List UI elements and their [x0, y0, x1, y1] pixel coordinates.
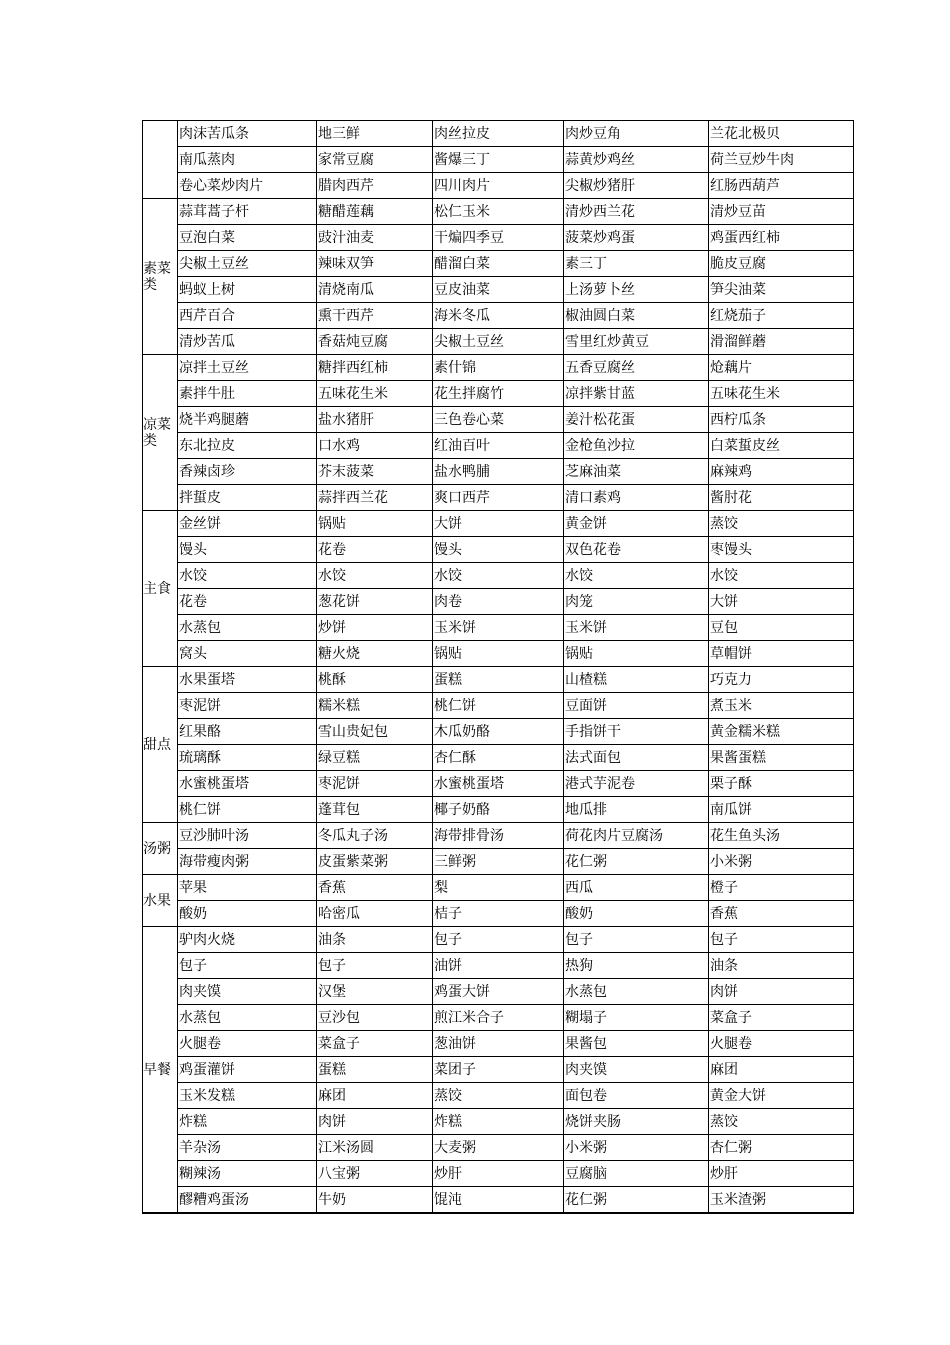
- dish-cell: 油条: [709, 953, 854, 979]
- table-row: [143, 823, 854, 849]
- table-row: [143, 147, 854, 173]
- menu-table-body: [143, 121, 854, 1214]
- dish-cell: 肉卷: [433, 589, 564, 615]
- dish-cell: 蒜茸蒿子杆: [178, 199, 317, 225]
- dish-cell: 酱肘花: [709, 485, 854, 511]
- table-row: [143, 979, 854, 1005]
- dish-cell: 素拌牛肚: [178, 381, 317, 407]
- dish-cell: 肉夹馍: [564, 1057, 709, 1083]
- dish-cell: 烧半鸡腿蘑: [178, 407, 317, 433]
- dish-cell: 水蜜桃蛋塔: [433, 771, 564, 797]
- dish-cell: 煎江米合子: [433, 1005, 564, 1031]
- dish-cell: 豆沙肺叶汤: [178, 823, 317, 849]
- dish-cell: 熏干西芹: [317, 303, 433, 329]
- dish-cell: 豆包: [709, 615, 854, 641]
- dish-cell: 琉璃酥: [178, 745, 317, 771]
- dish-cell: 水饺: [317, 563, 433, 589]
- table-row: [143, 1109, 854, 1135]
- dish-cell: 糊辣汤: [178, 1161, 317, 1187]
- dish-cell: 四川肉片: [433, 173, 564, 199]
- dish-cell: 姜汁松花蛋: [564, 407, 709, 433]
- dish-cell: 蚂蚁上树: [178, 277, 317, 303]
- dish-cell: 水饺: [433, 563, 564, 589]
- dish-cell: 馄沌: [433, 1187, 564, 1214]
- dish-cell: 面包卷: [564, 1083, 709, 1109]
- dish-cell: 拌蜇皮: [178, 485, 317, 511]
- dish-cell: 香菇炖豆腐: [317, 329, 433, 355]
- dish-cell: 江米汤圆: [317, 1135, 433, 1161]
- dish-cell: 香蕉: [709, 901, 854, 927]
- dish-cell: 杏仁粥: [709, 1135, 854, 1161]
- dish-cell: 桃仁饼: [178, 797, 317, 823]
- dish-cell: 炸糕: [178, 1109, 317, 1135]
- category-label: 凉菜类: [143, 355, 178, 511]
- dish-cell: 花生拌腐竹: [433, 381, 564, 407]
- dish-cell: 蛋糕: [433, 667, 564, 693]
- dish-cell: 豆面饼: [564, 693, 709, 719]
- dish-cell: 玉米饼: [433, 615, 564, 641]
- dish-cell: 红肠西葫芦: [709, 173, 854, 199]
- dish-cell: 水果蛋塔: [178, 667, 317, 693]
- table-row: [143, 563, 854, 589]
- dish-cell: 冬瓜丸子汤: [317, 823, 433, 849]
- dish-cell: 糯米糕: [317, 693, 433, 719]
- category-label: 早餐: [143, 927, 178, 1214]
- dish-cell: 炝藕片: [709, 355, 854, 381]
- dish-cell: 果酱包: [564, 1031, 709, 1057]
- dish-cell: 五味花生米: [709, 381, 854, 407]
- dish-cell: 西芹百合: [178, 303, 317, 329]
- dish-cell: 哈密瓜: [317, 901, 433, 927]
- dish-cell: 火腿卷: [178, 1031, 317, 1057]
- dish-cell: 皮蛋紫菜粥: [317, 849, 433, 875]
- table-row: [143, 1187, 854, 1214]
- dish-cell: 腊肉西芹: [317, 173, 433, 199]
- dish-cell: 包子: [564, 927, 709, 953]
- table-row: [143, 381, 854, 407]
- dish-cell: 酸奶: [178, 901, 317, 927]
- dish-cell: 木瓜奶酪: [433, 719, 564, 745]
- dish-cell: 炒饼: [317, 615, 433, 641]
- dish-cell: 海带排骨汤: [433, 823, 564, 849]
- dish-cell: 三色卷心菜: [433, 407, 564, 433]
- dish-cell: 香蕉: [317, 875, 433, 901]
- dish-cell: 五味花生米: [317, 381, 433, 407]
- table-row: [143, 225, 854, 251]
- table-row: [143, 693, 854, 719]
- menu-table: [142, 120, 854, 1214]
- table-row: [143, 927, 854, 953]
- dish-cell: 兰花北极贝: [709, 121, 854, 147]
- dish-cell: 西瓜: [564, 875, 709, 901]
- dish-cell: 蒜拌西兰花: [317, 485, 433, 511]
- dish-cell: 地三鲜: [317, 121, 433, 147]
- dish-cell: 肉饼: [317, 1109, 433, 1135]
- dish-cell: 酸奶: [564, 901, 709, 927]
- dish-cell: 清炒西兰花: [564, 199, 709, 225]
- dish-cell: 糖火烧: [317, 641, 433, 667]
- dish-cell: 地瓜排: [564, 797, 709, 823]
- dish-cell: 花卷: [317, 537, 433, 563]
- table-row: [143, 849, 854, 875]
- dish-cell: 椰子奶酪: [433, 797, 564, 823]
- dish-cell: 栗子酥: [709, 771, 854, 797]
- category-label: [143, 121, 178, 199]
- category-label: 水果: [143, 875, 178, 927]
- dish-cell: 羊杂汤: [178, 1135, 317, 1161]
- dish-cell: 豉汁油麦: [317, 225, 433, 251]
- dish-cell: 蒜黄炒鸡丝: [564, 147, 709, 173]
- table-row: [143, 355, 854, 381]
- dish-cell: 肉夹馍: [178, 979, 317, 1005]
- dish-cell: 上汤萝卜丝: [564, 277, 709, 303]
- dish-cell: 小米粥: [564, 1135, 709, 1161]
- dish-cell: 尖椒土豆丝: [178, 251, 317, 277]
- dish-cell: 豆腐脑: [564, 1161, 709, 1187]
- category-label: 主食: [143, 511, 178, 667]
- dish-cell: 玉米饼: [564, 615, 709, 641]
- dish-cell: 酱爆三丁: [433, 147, 564, 173]
- dish-cell: 花仁粥: [564, 1187, 709, 1214]
- table-row: [143, 303, 854, 329]
- table-row: [143, 1161, 854, 1187]
- dish-cell: 水蒸包: [178, 615, 317, 641]
- dish-cell: 盐水鸭脯: [433, 459, 564, 485]
- dish-cell: 包子: [433, 927, 564, 953]
- dish-cell: 荷花肉片豆腐汤: [564, 823, 709, 849]
- dish-cell: 炸糕: [433, 1109, 564, 1135]
- dish-cell: 五香豆腐丝: [564, 355, 709, 381]
- dish-cell: 肉沫苦瓜条: [178, 121, 317, 147]
- table-row: [143, 407, 854, 433]
- dish-cell: 热狗: [564, 953, 709, 979]
- dish-cell: 葱油饼: [433, 1031, 564, 1057]
- dish-cell: 山楂糕: [564, 667, 709, 693]
- dish-cell: 枣泥饼: [317, 771, 433, 797]
- dish-cell: 蒸饺: [709, 511, 854, 537]
- dish-cell: 手指饼干: [564, 719, 709, 745]
- dish-cell: 炒肝: [433, 1161, 564, 1187]
- dish-cell: 馒头: [178, 537, 317, 563]
- dish-cell: 包子: [178, 953, 317, 979]
- dish-cell: 巧克力: [709, 667, 854, 693]
- dish-cell: 油饼: [433, 953, 564, 979]
- dish-cell: 盐水猪肝: [317, 407, 433, 433]
- dish-cell: 椒油圆白菜: [564, 303, 709, 329]
- dish-cell: 海米冬瓜: [433, 303, 564, 329]
- dish-cell: 肉丝拉皮: [433, 121, 564, 147]
- dish-cell: 玉米渣粥: [709, 1187, 854, 1214]
- dish-cell: 小米粥: [709, 849, 854, 875]
- dish-cell: 烧饼夹肠: [564, 1109, 709, 1135]
- dish-cell: 黄金大饼: [709, 1083, 854, 1109]
- dish-cell: 水饺: [178, 563, 317, 589]
- table-row: [143, 1135, 854, 1161]
- dish-cell: 豆皮油菜: [433, 277, 564, 303]
- dish-cell: 炒肝: [709, 1161, 854, 1187]
- dish-cell: 水蜜桃蛋塔: [178, 771, 317, 797]
- table-row: [143, 251, 854, 277]
- dish-cell: 港式芋泥卷: [564, 771, 709, 797]
- dish-cell: 雪里红炒黄豆: [564, 329, 709, 355]
- dish-cell: 麻团: [317, 1083, 433, 1109]
- table-row: [143, 875, 854, 901]
- dish-cell: 玉米发糕: [178, 1083, 317, 1109]
- table-row: [143, 459, 854, 485]
- dish-cell: 金枪鱼沙拉: [564, 433, 709, 459]
- dish-cell: 醋溜白菜: [433, 251, 564, 277]
- dish-cell: 八宝粥: [317, 1161, 433, 1187]
- dish-cell: 草帽饼: [709, 641, 854, 667]
- dish-cell: 凉拌土豆丝: [178, 355, 317, 381]
- table-row: [143, 771, 854, 797]
- dish-cell: 金丝饼: [178, 511, 317, 537]
- dish-cell: 果酱蛋糕: [709, 745, 854, 771]
- dish-cell: 香辣卤珍: [178, 459, 317, 485]
- table-row: [143, 199, 854, 225]
- dish-cell: 杏仁酥: [433, 745, 564, 771]
- table-row: [143, 1031, 854, 1057]
- dish-cell: 麻团: [709, 1057, 854, 1083]
- dish-cell: 芥末菠菜: [317, 459, 433, 485]
- dish-cell: 水蒸包: [564, 979, 709, 1005]
- table-row: [143, 329, 854, 355]
- dish-cell: 素什锦: [433, 355, 564, 381]
- dish-cell: 三鲜粥: [433, 849, 564, 875]
- dish-cell: 苹果: [178, 875, 317, 901]
- dish-cell: 麻辣鸡: [709, 459, 854, 485]
- dish-cell: 桃仁饼: [433, 693, 564, 719]
- dish-cell: 水饺: [564, 563, 709, 589]
- table-row: [143, 433, 854, 459]
- dish-cell: 红油百叶: [433, 433, 564, 459]
- dish-cell: 清炒苦瓜: [178, 329, 317, 355]
- dish-cell: 卷心菜炒肉片: [178, 173, 317, 199]
- dish-cell: 大麦粥: [433, 1135, 564, 1161]
- dish-cell: 辣味双笋: [317, 251, 433, 277]
- dish-cell: 糊塌子: [564, 1005, 709, 1031]
- dish-cell: 牛奶: [317, 1187, 433, 1214]
- table-row: [143, 797, 854, 823]
- dish-cell: 清口素鸡: [564, 485, 709, 511]
- category-label: 素菜类: [143, 199, 178, 355]
- dish-cell: 锅贴: [564, 641, 709, 667]
- dish-cell: 馒头: [433, 537, 564, 563]
- table-row: [143, 1083, 854, 1109]
- table-row: [143, 589, 854, 615]
- table-row: [143, 1005, 854, 1031]
- dish-cell: 东北拉皮: [178, 433, 317, 459]
- dish-cell: 葱花饼: [317, 589, 433, 615]
- dish-cell: 菜团子: [433, 1057, 564, 1083]
- table-row: [143, 1057, 854, 1083]
- table-row: [143, 173, 854, 199]
- dish-cell: 清炒豆苗: [709, 199, 854, 225]
- dish-cell: 爽口西芹: [433, 485, 564, 511]
- dish-cell: 包子: [317, 953, 433, 979]
- dish-cell: 窝头: [178, 641, 317, 667]
- dish-cell: 红烧茄子: [709, 303, 854, 329]
- dish-cell: 橙子: [709, 875, 854, 901]
- dish-cell: 大饼: [709, 589, 854, 615]
- dish-cell: 蛋糕: [317, 1057, 433, 1083]
- dish-cell: 梨: [433, 875, 564, 901]
- dish-cell: 芝麻油菜: [564, 459, 709, 485]
- table-row: [143, 537, 854, 563]
- table-row: [143, 511, 854, 537]
- dish-cell: 尖椒炒猪肝: [564, 173, 709, 199]
- dish-cell: 松仁玉米: [433, 199, 564, 225]
- dish-cell: 大饼: [433, 511, 564, 537]
- dish-cell: 豆泡白菜: [178, 225, 317, 251]
- dish-cell: 桃酥: [317, 667, 433, 693]
- dish-cell: 花生鱼头汤: [709, 823, 854, 849]
- table-row: [143, 641, 854, 667]
- dish-cell: 肉笼: [564, 589, 709, 615]
- dish-cell: 法式面包: [564, 745, 709, 771]
- dish-cell: 口水鸡: [317, 433, 433, 459]
- dish-cell: 糖醋莲藕: [317, 199, 433, 225]
- table-row: [143, 667, 854, 693]
- dish-cell: 黄金饼: [564, 511, 709, 537]
- dish-cell: 双色花卷: [564, 537, 709, 563]
- dish-cell: 滑溜鲜蘑: [709, 329, 854, 355]
- dish-cell: 花仁粥: [564, 849, 709, 875]
- table-row: [143, 485, 854, 511]
- dish-cell: 素三丁: [564, 251, 709, 277]
- dish-cell: 西柠瓜条: [709, 407, 854, 433]
- dish-cell: 水蒸包: [178, 1005, 317, 1031]
- dish-cell: 油条: [317, 927, 433, 953]
- dish-cell: 锅贴: [317, 511, 433, 537]
- dish-cell: 枣馒头: [709, 537, 854, 563]
- category-label: 汤粥: [143, 823, 178, 875]
- table-row: [143, 745, 854, 771]
- dish-cell: 家常豆腐: [317, 147, 433, 173]
- dish-cell: 煮玉米: [709, 693, 854, 719]
- dish-cell: 水饺: [709, 563, 854, 589]
- dish-cell: 菜盒子: [317, 1031, 433, 1057]
- dish-cell: 蒸饺: [433, 1083, 564, 1109]
- table-row: [143, 615, 854, 641]
- dish-cell: 蓬茸包: [317, 797, 433, 823]
- dish-cell: 白菜蜇皮丝: [709, 433, 854, 459]
- dish-cell: 枣泥饼: [178, 693, 317, 719]
- table-row: [143, 901, 854, 927]
- dish-cell: 汉堡: [317, 979, 433, 1005]
- dish-cell: 蒸饺: [709, 1109, 854, 1135]
- dish-cell: 花卷: [178, 589, 317, 615]
- dish-cell: 肉炒豆角: [564, 121, 709, 147]
- dish-cell: 鸡蛋灌饼: [178, 1057, 317, 1083]
- dish-cell: 驴肉火烧: [178, 927, 317, 953]
- dish-cell: 火腿卷: [709, 1031, 854, 1057]
- dish-cell: 凉拌紫甘蓝: [564, 381, 709, 407]
- dish-cell: 脆皮豆腐: [709, 251, 854, 277]
- dish-cell: 肉饼: [709, 979, 854, 1005]
- dish-cell: 锅贴: [433, 641, 564, 667]
- dish-cell: 醪糟鸡蛋汤: [178, 1187, 317, 1214]
- dish-cell: 尖椒土豆丝: [433, 329, 564, 355]
- dish-cell: 笋尖油菜: [709, 277, 854, 303]
- dish-cell: 荷兰豆炒牛肉: [709, 147, 854, 173]
- dish-cell: 雪山贵妃包: [317, 719, 433, 745]
- table-row: [143, 953, 854, 979]
- dish-cell: 干煸四季豆: [433, 225, 564, 251]
- dish-cell: 鸡蛋西红柿: [709, 225, 854, 251]
- dish-cell: 菜盒子: [709, 1005, 854, 1031]
- dish-cell: 包子: [709, 927, 854, 953]
- table-row: [143, 719, 854, 745]
- dish-cell: 菠菜炒鸡蛋: [564, 225, 709, 251]
- dish-cell: 清烧南瓜: [317, 277, 433, 303]
- dish-cell: 黄金糯米糕: [709, 719, 854, 745]
- dish-cell: 南瓜饼: [709, 797, 854, 823]
- dish-cell: 桔子: [433, 901, 564, 927]
- table-row: [143, 277, 854, 303]
- table-row: [143, 121, 854, 147]
- dish-cell: 糖拌西红柿: [317, 355, 433, 381]
- dish-cell: 豆沙包: [317, 1005, 433, 1031]
- dish-cell: 鸡蛋大饼: [433, 979, 564, 1005]
- category-label: 甜点: [143, 667, 178, 823]
- dish-cell: 海带瘦肉粥: [178, 849, 317, 875]
- dish-cell: 南瓜蒸肉: [178, 147, 317, 173]
- dish-cell: 绿豆糕: [317, 745, 433, 771]
- dish-cell: 红果酪: [178, 719, 317, 745]
